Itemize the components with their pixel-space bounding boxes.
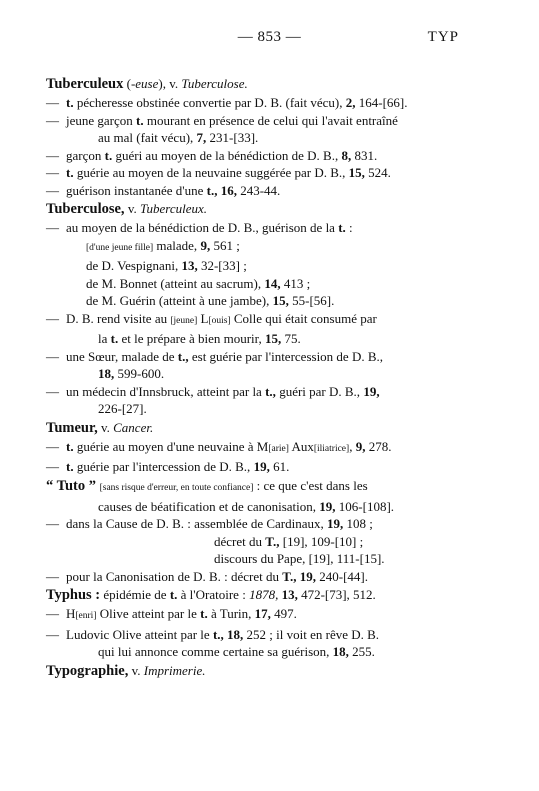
continuation-line: au mal (fait vécu), 7, 231-[33]. bbox=[98, 130, 259, 145]
page-number: — 853 — bbox=[237, 29, 302, 45]
entry-heading-tuberculose: Tuberculose, v. Tuberculeux. bbox=[46, 201, 207, 217]
continuation-line: causes de béatification et de canonisation, 19, 106-[108]. bbox=[98, 498, 395, 514]
sub-entry: — Ludovic Olive atteint par le t., 18, 252 ; il voit en rêve D. B. bbox=[46, 626, 380, 642]
sub-entry: — garçon t. guéri au moyen de la bénédiction de D. B., 8, 831. bbox=[46, 147, 378, 163]
sub-sub-entry: [d'une jeune fille] malade, 9, 561 ; bbox=[86, 237, 240, 253]
continuation-line: la t. et le prépare à bien mourir, 15, 75. bbox=[98, 331, 301, 346]
continuation-line: discours du Pape, [19], 111-[15]. bbox=[214, 551, 385, 566]
sub-entry: — jeune garçon t. mourant en présence de celui qui l'avait entraîné bbox=[46, 112, 398, 128]
sub-entry: — guérison instantanée d'une t., 16, 243-44. bbox=[46, 182, 281, 198]
continuation-line: qui lui annonce comme certaine sa guérison, 18, 255. bbox=[98, 644, 375, 659]
entry-heading-tuberculeux: Tuberculeux (-euse), v. Tuberculose. bbox=[46, 76, 248, 92]
entry-heading-typhus: Typhus : épidémie de t. à l'Oratoire : 1878, 13, 472-[73], 512. bbox=[46, 587, 376, 603]
entry-heading-typographie: Typographie, v. Imprimerie. bbox=[46, 662, 206, 679]
sub-entry: — une Sœur, malade de t., est guérie par l'intercession de D. B., bbox=[46, 348, 384, 364]
page-header bbox=[0, 29, 539, 49]
sub-entry: — t. pécheresse obstinée convertie par D. B. (fait vécu), 2, 164-[66]. bbox=[46, 95, 408, 110]
sub-entry: — H[enri] Olive atteint par le t. à Turin, 17, 497. bbox=[46, 606, 297, 621]
sub-entry: — t. guérie au moyen de la neuvaine suggérée par D. B., 15, 524. bbox=[46, 165, 391, 180]
sub-entry: — t. guérie par l'intercession de D. B., 19, 61. bbox=[46, 459, 290, 474]
sub-sub-entry: de D. Vespignani, 13, 32-[33] ; bbox=[86, 258, 247, 273]
running-head: TYP bbox=[427, 29, 459, 45]
entry-heading-tuto: “ Tuto ” [sans risque d'erreur, en toute confiance] : ce que c'est dans les bbox=[46, 477, 368, 494]
sub-entry: — D. B. rend visite au [jeune] L[ouis] Colle qui était consumé par bbox=[46, 310, 377, 326]
index-entries bbox=[46, 74, 466, 681]
sub-entry: — pour la Canonisation de D. B. : décret du T., 19, 240-[44]. bbox=[46, 568, 368, 584]
continuation-line: 226-[27]. bbox=[98, 401, 147, 416]
sub-entry: — un médecin d'Innsbruck, atteint par la t., guéri par D. B., 19, bbox=[46, 383, 380, 399]
entry-heading-tumeur: Tumeur, v. Cancer. bbox=[46, 419, 154, 436]
sub-sub-entry: de M. Guérin (atteint à une jambe), 15, 55-[56]. bbox=[86, 293, 335, 308]
continuation-line: décret du T., [19], 109-[10] ; bbox=[214, 533, 364, 549]
sub-entry: — au moyen de la bénédiction de D. B., guérison de la t. : bbox=[46, 220, 353, 235]
sub-entry: — dans la Cause de D. B. : assemblée de Cardinaux, 19, 108 ; bbox=[46, 516, 373, 531]
sub-sub-entry: de M. Bonnet (atteint au sacrum), 14, 413 ; bbox=[86, 275, 311, 291]
continuation-line: 18, 599-600. bbox=[98, 366, 165, 381]
sub-entry: — t. guérie au moyen d'une neuvaine à M[arie] Aux[iliatrice], 9, 278. bbox=[46, 438, 392, 454]
